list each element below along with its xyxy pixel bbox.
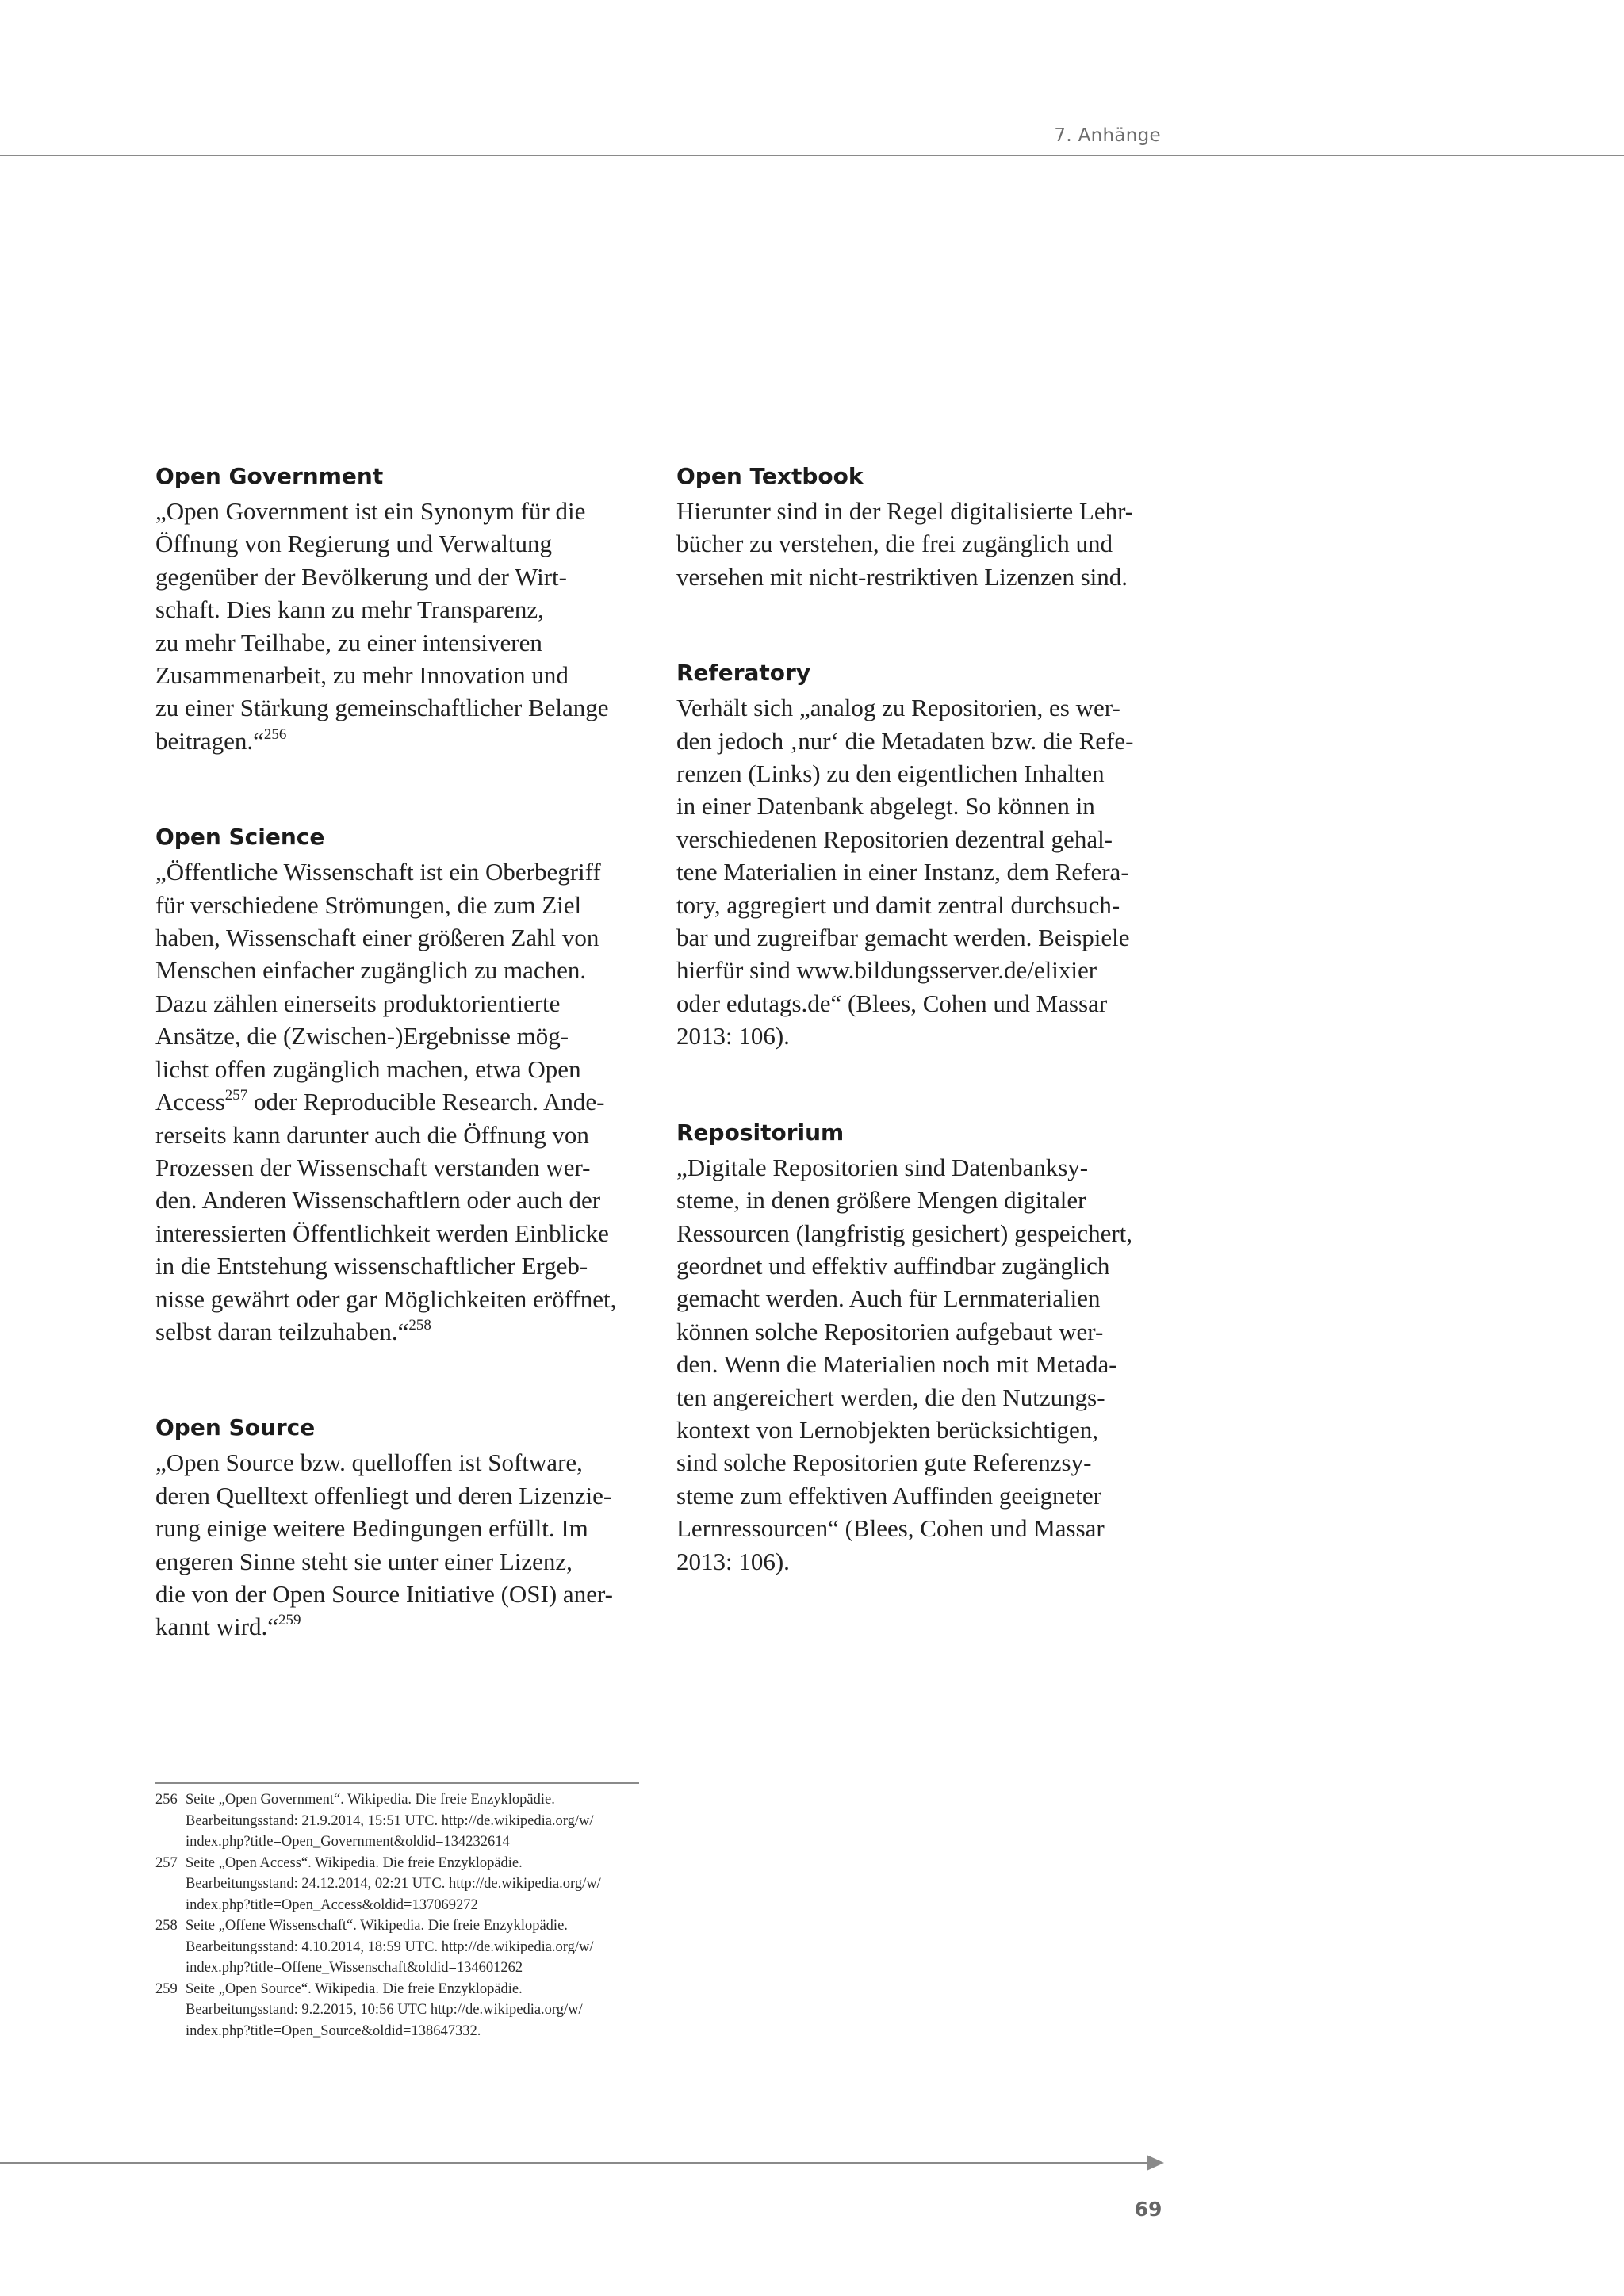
entry-text: deren Quelltext offenliegt und deren Lizenzie- [155, 1481, 612, 1510]
entry-text-line [155, 1085, 651, 1118]
entry-text-line [155, 1184, 651, 1216]
entry-text: Menschen einfacher zugänglich zu machen. [155, 956, 587, 985]
entry-text-line [676, 1446, 1168, 1479]
entry-text-line [155, 691, 651, 724]
entry-text-line [155, 1512, 651, 1544]
footnote-text-line: Seite „Open Source“. Wikipedia. Die freie Enzyklopädie. [186, 1980, 523, 1997]
entry-text: hierfür sind www.bildungsserver.de/elixier [676, 956, 1097, 985]
entry-text: 2013: 106). [676, 1022, 790, 1050]
entry-text-line [155, 725, 651, 757]
entry-text: selbst daran teilzuhaben.“ [155, 1317, 409, 1345]
entry-text: rung einige weitere Bedingungen erfüllt. Im [155, 1514, 588, 1543]
entry-text: oder edutags.de“ (Blees, Cohen und Massar [676, 989, 1108, 1017]
entry-text: steme zum effektiven Auffinden geeigneter [676, 1481, 1101, 1510]
entry-text: gemacht werden. Auch für Lernmaterialien [676, 1284, 1101, 1313]
entry-text-line [155, 855, 651, 888]
entry-text-line [676, 790, 1168, 822]
entry-text-line [155, 495, 651, 527]
glossary-entry-open-textbook [676, 461, 1168, 593]
footnote-258 [155, 1915, 663, 1979]
entry-text: interessierten Öffentlichkeit werden Einblicke [155, 1219, 609, 1247]
entry-title: Repositorium [676, 1119, 845, 1146]
entry-text-line [155, 1545, 651, 1578]
entry-text-line [676, 855, 1168, 888]
entry-text: Ressourcen (langfristig gesichert) gespeichert, [676, 1219, 1133, 1247]
footnote-text-line: Bearbeitungsstand: 9.2.2015, 10:56 UTC http://de.wikipedia.org/w/ [186, 2002, 583, 2018]
footnote-text-line: Bearbeitungsstand: 21.9.2014, 15:51 UTC. http://de.wikipedia.org/w/ [186, 1812, 594, 1829]
glossary-entry-repositorium [676, 1118, 1168, 1578]
entry-text-line [155, 1610, 651, 1643]
entry-text: ten angereichert werden, die den Nutzungs- [676, 1383, 1105, 1411]
entry-text: geordnet und effektiv auffindbar zugänglich [676, 1251, 1110, 1280]
entry-text-line [155, 1315, 651, 1348]
entry-text-line [676, 1315, 1168, 1348]
entry-title: Open Source [155, 1414, 316, 1441]
footnote-ref: 258 [408, 1316, 431, 1334]
entry-text-line [676, 987, 1168, 1020]
entry-text-line [676, 1282, 1168, 1314]
entry-text: die von der Open Source Initiative (OSI) aner- [155, 1579, 613, 1608]
left-column [155, 461, 651, 1709]
footnote-text-line: Bearbeitungsstand: 4.10.2014, 18:59 UTC. http://de.wikipedia.org/w/ [186, 1938, 594, 1955]
entry-title: Open Science [155, 824, 325, 851]
entry-text: haben, Wissenschaft einer größeren Zahl von [155, 924, 599, 952]
entry-text: bar und zugreifbar gemacht werden. Beispiele [676, 924, 1130, 952]
entry-text: „Open Government ist ein Synonym für die [155, 497, 586, 525]
entry-text-line [155, 921, 651, 954]
entry-text-line [676, 1249, 1168, 1282]
entry-text: den. Anderen Wissenschaftlern oder auch der [155, 1186, 601, 1215]
entry-text: tene Materialien in einer Instanz, dem Refera- [676, 858, 1129, 886]
entry-text-line [155, 1151, 651, 1184]
entry-text-line [676, 1348, 1168, 1380]
entry-text: „Open Source bzw. quelloffen ist Software, [155, 1448, 583, 1477]
entry-text-line [155, 889, 651, 921]
glossary-entry-open-source [155, 1413, 651, 1643]
entry-text-line [155, 1578, 651, 1610]
entry-text-line [676, 1020, 1168, 1052]
entry-text-line [155, 1249, 651, 1282]
entry-text: können solche Repositorien aufgebaut wer- [676, 1317, 1104, 1345]
entry-text: Access [155, 1088, 225, 1116]
entry-text-line [676, 1414, 1168, 1446]
glossary-entry-open-government [155, 461, 651, 757]
footnotes [155, 1789, 663, 2042]
footnote-number: 256 [155, 1792, 178, 1808]
entry-text-line [676, 691, 1168, 724]
entry-text: zu einer Stärkung gemeinschaftlicher Belange [155, 694, 609, 722]
entry-text-line [155, 987, 651, 1020]
entry-text: schaft. Dies kann zu mehr Transparenz, [155, 595, 544, 624]
entry-text: rerseits kann darunter auch die Öffnung von [155, 1120, 589, 1149]
entry-text: für verschiedene Strömungen, die zum Ziel [155, 890, 582, 919]
page-number: 69 [1134, 2198, 1162, 2221]
entry-text: tory, aggregiert und damit zentral durchsuch- [676, 890, 1120, 919]
entry-text: Öffnung von Regierung und Verwaltung [155, 530, 552, 558]
entry-text-line [155, 1479, 651, 1512]
entry-text: Verhält sich „analog zu Repositorien, es wer- [676, 694, 1120, 722]
entry-text: gegenüber der Bevölkerung und der Wirt- [155, 562, 567, 591]
entry-title: Referatory [676, 660, 811, 687]
entry-text: in einer Datenbank abgelegt. So können in [676, 792, 1095, 821]
entry-title: Open Government [155, 463, 384, 489]
entry-text-line [676, 954, 1168, 986]
entry-text: Ansätze, die (Zwischen-)Ergebnisse mög- [155, 1022, 569, 1050]
footnote-text-line: index.php?title=Open_Source&oldid=138647332. [186, 2022, 481, 2039]
entry-text-line [155, 593, 651, 626]
entry-text: lichst offen zugänglich machen, etwa Open [155, 1054, 581, 1083]
footnote-number: 257 [155, 1854, 178, 1871]
footnote-ref: 257 [224, 1086, 248, 1104]
footnote-256 [155, 1789, 663, 1853]
glossary-entry-referatory [676, 658, 1168, 1052]
entry-text: nisse gewährt oder gar Möglichkeiten eröffnet, [155, 1284, 617, 1313]
entry-title: Open Textbook [676, 463, 864, 489]
entry-text-line [676, 1381, 1168, 1414]
right-column [676, 461, 1168, 1643]
entry-text-line [155, 1053, 651, 1085]
entry-text-line [155, 1283, 651, 1315]
entry-text: zu mehr Teilhabe, zu einer intensiveren [155, 628, 542, 656]
entry-text: kannt wird.“ [155, 1613, 278, 1641]
entry-text: beitragen.“ [155, 726, 264, 755]
entry-text: Lernressourcen“ (Blees, Cohen und Massar [676, 1514, 1105, 1543]
entry-text-line [676, 1184, 1168, 1216]
entry-text: Hierunter sind in der Regel digitalisierte Lehr- [676, 497, 1134, 525]
entry-text-line [155, 1020, 651, 1052]
entry-text: „Digitale Repositorien sind Datenbanksy- [676, 1153, 1089, 1181]
entry-text: versehen mit nicht-restriktiven Lizenzen sind. [676, 562, 1128, 591]
entry-text: verschiedenen Repositorien dezentral gehal- [676, 825, 1113, 853]
entry-text-line [676, 921, 1168, 954]
footnote-ref: 259 [278, 1612, 301, 1629]
footnote-text-line: index.php?title=Offene_Wissenschaft&oldid=134601262 [186, 1960, 523, 1976]
entry-text: Zusammenarbeit, zu mehr Innovation und [155, 661, 569, 690]
entry-text-line [676, 561, 1168, 593]
entry-text-line [155, 1119, 651, 1151]
footer-rule [0, 2162, 1151, 2164]
entry-text-line [676, 1545, 1168, 1578]
footnote-text-line: index.php?title=Open_Access&oldid=137069272 [186, 1896, 478, 1913]
entry-text: oder Reproducible Research. Ande- [247, 1088, 605, 1116]
entry-text-line [676, 527, 1168, 560]
entry-text-line [676, 495, 1168, 527]
entry-text-line [155, 659, 651, 691]
entry-text-line [155, 1446, 651, 1479]
entry-text-line [676, 1512, 1168, 1544]
footnote-text-line: index.php?title=Open_Government&oldid=134232614 [186, 1834, 510, 1850]
header-rule [0, 155, 1624, 156]
entry-text-line [155, 626, 651, 659]
entry-text: 2013: 106). [676, 1547, 790, 1575]
footnote-ref: 256 [263, 725, 287, 743]
entry-text-line [155, 1217, 651, 1249]
entry-text-line [676, 889, 1168, 921]
entry-text: bücher zu verstehen, die frei zugänglich und [676, 530, 1113, 558]
footnote-257 [155, 1853, 663, 1916]
footnote-rule [155, 1782, 639, 1784]
entry-text: den. Wenn die Materialien noch mit Metada- [676, 1350, 1117, 1379]
entry-text: engeren Sinne steht sie unter einer Lizenz, [155, 1547, 573, 1575]
entry-text-line [155, 561, 651, 593]
entry-text-line [676, 823, 1168, 855]
entry-text: kontext von Lernobjekten berücksichtigen, [676, 1415, 1099, 1444]
glossary-entry-open-science [155, 822, 651, 1348]
entry-text: Prozessen der Wissenschaft verstanden wer- [155, 1153, 591, 1181]
arrow-right-icon [1147, 2155, 1164, 2171]
footnote-number: 259 [155, 1980, 178, 1997]
footnote-text-line: Bearbeitungsstand: 24.12.2014, 02:21 UTC. http://de.wikipedia.org/w/ [186, 1876, 601, 1892]
entry-text: renzen (Links) zu den eigentlichen Inhalten [676, 760, 1105, 788]
entry-text: Dazu zählen einerseits produktorientierte [155, 989, 561, 1017]
entry-text-line [155, 527, 651, 560]
entry-text: den jedoch ‚nur‘ die Metadaten bzw. die Refe- [676, 726, 1134, 755]
entry-text: in die Entstehung wissenschaftlicher Ergeb- [155, 1252, 588, 1280]
entry-text-line [676, 1217, 1168, 1249]
footnote-number: 258 [155, 1918, 178, 1934]
footnote-text-line: Seite „Open Government“. Wikipedia. Die freie Enzyklopädie. [186, 1792, 555, 1808]
footnote-259 [155, 1979, 663, 2042]
entry-text-line [676, 725, 1168, 757]
entry-text: sind solche Repositorien gute Referenzsy- [676, 1448, 1092, 1477]
entry-text-line [155, 954, 651, 986]
entry-text-line [676, 1151, 1168, 1184]
entry-text-line [676, 1479, 1168, 1512]
entry-text-line [676, 757, 1168, 790]
entry-text: „Öffentliche Wissenschaft ist ein Oberbegriff [155, 858, 601, 886]
running-header: 7. Anhänge [1054, 125, 1161, 146]
entry-text: steme, in denen größere Mengen digitaler [676, 1186, 1086, 1215]
footnote-text-line: Seite „Offene Wissenschaft“. Wikipedia. Die freie Enzyklopädie. [186, 1918, 568, 1934]
footnote-text-line: Seite „Open Access“. Wikipedia. Die freie Enzyklopädie. [186, 1854, 523, 1871]
